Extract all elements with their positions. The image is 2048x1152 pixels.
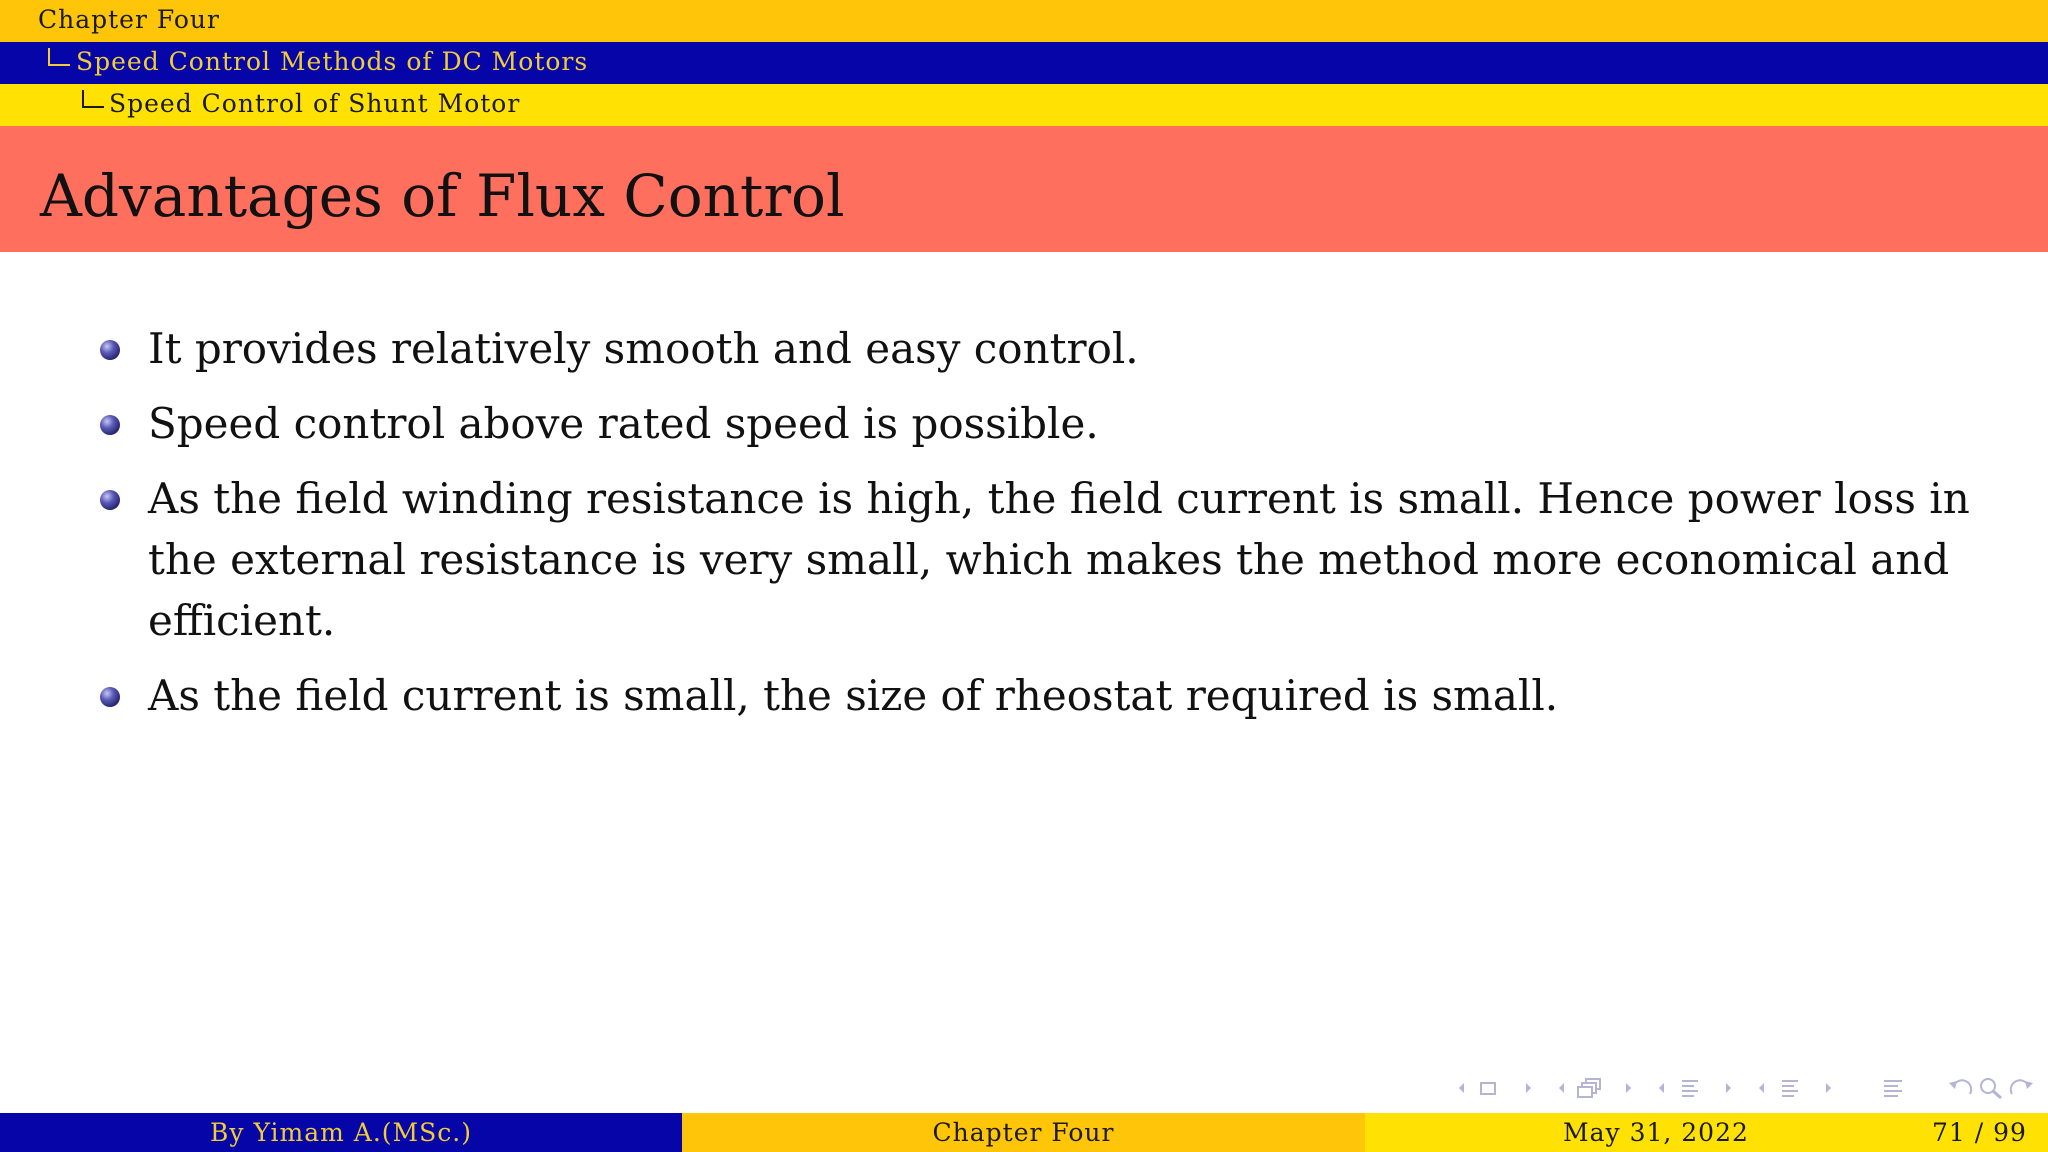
tree-connector-icon [48,48,70,66]
footer-date: May 31, 2022 [1563,1118,1749,1147]
slide-title-bar [0,126,2048,252]
header-subsection-bar [0,42,2048,84]
slide-title: Advantages of Flux Control [40,162,845,230]
footer-bar [0,1113,2048,1152]
bullet-item [100,318,2000,379]
footer-page-number: 71 / 99 [1932,1118,2027,1147]
bullet-ball-icon [100,340,120,360]
nav-section-icon[interactable] [1656,1075,1736,1101]
header-section-bar [0,0,2048,42]
footer-date-box [1365,1113,2048,1152]
header-section-label[interactable]: Chapter Four [38,5,220,34]
footer-title-box [682,1113,1365,1152]
bullet-item [100,393,2000,454]
nav-search-icon[interactable] [1976,1075,2006,1101]
bullet-item [100,665,2000,726]
nav-forward-icon[interactable] [2006,1075,2036,1101]
bullet-ball-icon [100,415,120,435]
footer-author: By Yimam A.(MSc.) [210,1118,472,1147]
header-subsubsection-bar [0,84,2048,126]
header-subsubsection-label[interactable]: Speed Control of Shunt Motor [109,89,521,118]
bullet-ball-icon [100,687,120,707]
bullet-text: It provides relatively smooth and easy control. [148,324,1139,373]
bullet-text: As the field winding resistance is high, the field current is small. Hence power loss in the external resistance is very small, which makes the method more economical and efficient. [148,474,1970,645]
nav-presentation-icon[interactable] [1756,1075,1836,1101]
nav-frame-icon[interactable] [1456,1075,1536,1101]
tree-connector-icon [82,90,104,108]
nav-subsection-icon[interactable] [1556,1075,1636,1101]
bullet-item [100,468,2000,651]
footer-title: Chapter Four [932,1118,1115,1147]
bullet-list [100,318,2000,740]
footer-author-box [0,1113,682,1152]
bullet-ball-icon [100,490,120,510]
bullet-text: As the field current is small, the size of rheostat required is small. [148,671,1559,720]
header-subsection-label[interactable]: Speed Control Methods of DC Motors [76,47,589,76]
bullet-text: Speed control above rated speed is possible. [148,399,1099,448]
nav-back-icon[interactable] [1946,1075,1976,1101]
nav-toc-icon[interactable] [1878,1075,1908,1101]
